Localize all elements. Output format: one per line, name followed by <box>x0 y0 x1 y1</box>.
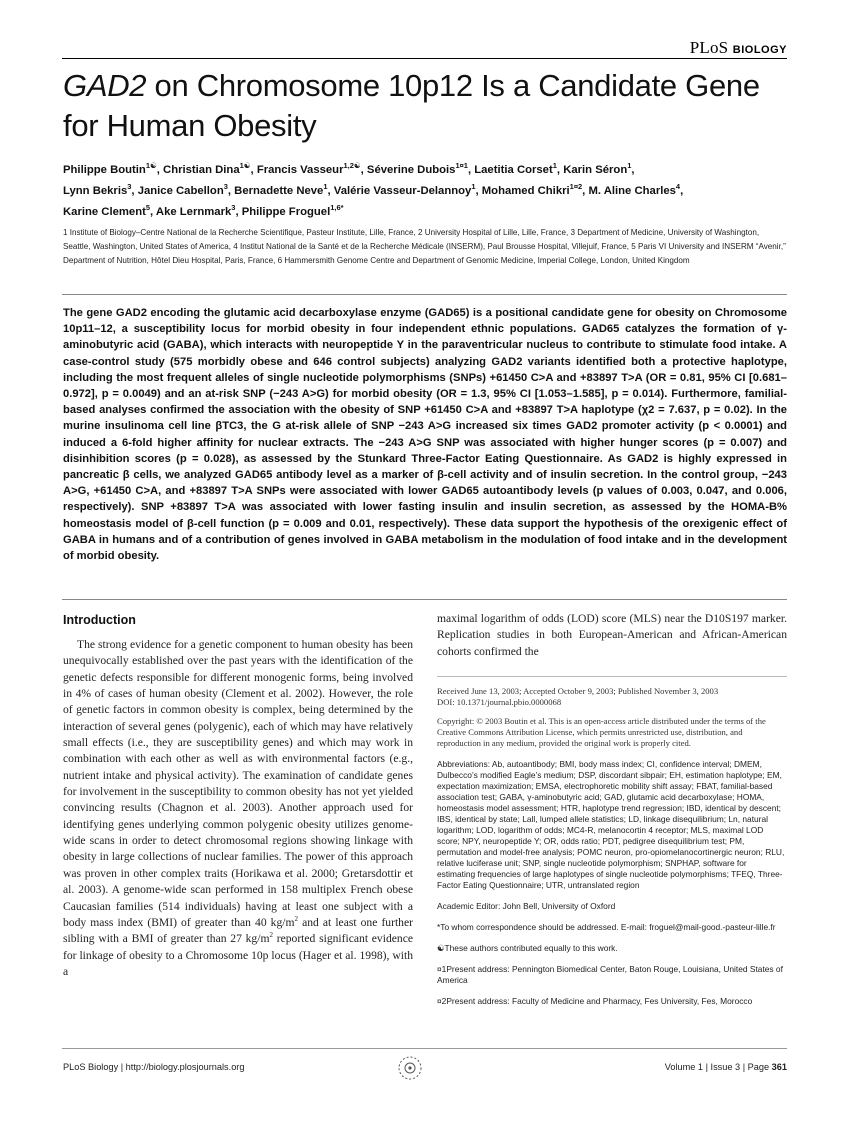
author <box>155 203 236 218</box>
author-affiliation-mark: 1 <box>471 182 476 191</box>
journal-name: PLoS <box>689 38 729 57</box>
author-name: Philippe Boutin <box>63 164 146 176</box>
author-name: Ake Lernmark <box>155 206 232 218</box>
intro-text-a: The strong evidence for a genetic component to human obesity has been unequivocally established over the past years with the identification of the genetic defects responsible for different monogenic forms, being involved in 4% of cases of human obesity (Clement et al. 2002). However, the role of genetic factors in common obesity is complex, being determined by the interaction of several genes (polygenic), each of which may have relatively small effects (i.e., they are susceptibility genes) and which may work in combination with each other as well as with environmental factors (e.g., nutrient intake and physical activity). The examination of candidate genes for involvement in the susceptibility to common obesity has not yet yielded convincing results (Chagnon et al. 2003). Another approach used for identifying genes underlying common polygenic obesity utilizes genome-wide scans in order to detect chromosomal regions showing linkage with obesity in large collections of nuclear families. The power of this approach was proven in other complex traits (Horikawa et al. 2000; Gretarsdottir et al. 2003). A genome-wide scan performed in 158 multiplex French obese Caucasian families (514 individuals) having at least one subject with a body mass index (BMI) of greater than 40 kg/m <box>63 638 414 929</box>
author-list: Philippe Boutin$^{1☯}$, Christian Dina$^{1☯}$, Francis Vasseur$^{1,2☯}$, Séverine Dubois$^{1¤1}$, Laetitia Corset$^1$, Karin Séron$^1$, Lynn Bekris$^3$, Janice Cabellon$^3$, Bernadette Neve$^1$, Valérie Vasseur-Delannoy$^1$, Mohamed Chikri$^{1¤2}$, M. Aline Charles$^4$, Karine Clement$^5$, Ake Lernmark$^3$, Philippe Froguel$^{1,6*}$ <box>63 161 684 218</box>
footer-page-info <box>665 1062 787 1072</box>
academic-editor: Academic Editor: John Bell, University of Oxford <box>437 901 616 911</box>
author-affiliation-mark: 1☯ <box>145 161 157 170</box>
page-number: 361 <box>771 1062 787 1072</box>
author-name: Karin Séron <box>563 164 628 176</box>
copyright: Copyright: © 2003 Boutin et al. This is an open-access article distributed under the terms of the Creative Commons Attribution License, which permits unrestricted use, distribution, and reproduction in any medium, provided the original work is properly cited. <box>437 716 766 748</box>
author-name: Séverine Dubois <box>366 164 456 176</box>
plos-logo-icon <box>396 1054 424 1082</box>
author-affiliation-mark: 1¤1 <box>455 161 468 170</box>
author-affiliation-mark: 4 <box>675 182 681 191</box>
intro-text-c: reported significant evidence for linkage of obesity to a Chromosome 10p locus (Hager et al. 1998), with a <box>63 932 413 978</box>
author <box>366 161 468 176</box>
intro-paragraph <box>63 637 413 980</box>
header-rule <box>62 58 787 59</box>
author-affiliation-mark: 1 <box>627 161 632 170</box>
author <box>241 203 344 218</box>
author-affiliation-mark: 1¤2 <box>569 182 583 191</box>
superscript-2: 2 <box>294 914 299 923</box>
author-name: Bernadette Neve <box>234 185 324 197</box>
author-affiliation-mark: 1,6* <box>330 203 344 212</box>
author <box>563 161 632 176</box>
abstract <box>63 305 787 564</box>
author-affiliation-mark: 1 <box>323 182 328 191</box>
section-heading-introduction: Introduction <box>63 613 136 627</box>
present-address-1: ¤1Present address: Pennington Biomedical Center, Baton Rouge, Louisiana, United States of America <box>437 964 783 985</box>
doi: DOI: 10.1371/journal.pbio.0000068 <box>437 697 562 707</box>
meta-rule <box>437 676 787 677</box>
author-name: Laetitia Corset <box>474 164 553 176</box>
author <box>256 161 361 176</box>
received-dates: Received June 13, 2003; Accepted October 9, 2003; Published November 3, 2003 <box>437 686 719 696</box>
author-name: Christian Dina <box>163 164 240 176</box>
abstract-bottom-rule <box>62 599 787 600</box>
author <box>588 182 681 197</box>
author-affiliation-mark: 3 <box>127 182 132 191</box>
author <box>474 161 557 176</box>
present-address-2: ¤2Present address: Faculty of Medicine and Pharmacy, Fes University, Fes, Morocco <box>437 996 753 1006</box>
abstract-text: The gene GAD2 encoding the glutamic acid decarboxylase enzyme (GAD65) is a positional candidate gene for obesity on Chromosome 10p11–12, a susceptibility locus for morbid obesity in four independent ethnic populations. GAD65 catalyzes the formation of γ-aminobutyric acid (GABA), which interacts with neuropeptide Y in the paraventricular nucleus to contribute to stimulate food intake. A case-control study (575 morbidly obese and 646 control subjects) analyzing GAD2 variants identified both a protective haplotype, including the most frequent alleles of single nucleotide polymorphisms (SNPs) +61450 C>A and +83897 T>A (OR = 0.81, 95% CI [0.681–0.972], p = 0.0049) and an at-risk SNP (−243 A>G) for morbid obesity (OR = 1.3, 95% CI [1.053–1.585], p = 0.014). Furthermore, familial-based analyses confirmed the association with the obesity of SNP +61450 C>A and +83897 T>A haplotype (χ2 = 7.637, p = 0.02). In the murine insulinoma cell line βTC3, the G at-risk allele of SNP −243 A>G increased six times GAD2 promoter activity (p < 0.0001) and induced a 6-fold higher affinity for nuclear extracts. The −243 A>G SNP was associated with higher hunger scores (p = 0.007) and disinhibition scores (p = 0.028), as assessed by the Stunkard Three-Factor Eating Questionnaire. As GAD2 is highly expressed in pancreatic β cells, we analyzed GAD65 antibody level as a marker of β-cell activity and of insulin secretion. In the control group, −243 A>G, +61450 C>A, and +83897 T>A SNPs were associated with lower GAD65 autoantibody levels (p values of 0.003, 0.047, and 0.006, respectively). SNP +83897 T>A was associated with lower fasting insulin and insulin secretion, as assessed by the HOMA-B% homeostasis model of β-cell function (p = 0.009 and 0.01, respectively). These data support the hypothesis of the orexigenic effect of GABA in humans and of a contribution of genes involved in GABA metabolism in the modulation of food intake and in the development of morbid obesity. <box>63 307 787 563</box>
author-name: Janice Cabellon <box>137 185 224 197</box>
author-name: Valérie Vasseur-Delannoy <box>333 185 472 197</box>
journal-name-small: BIOLOGY <box>732 44 787 56</box>
author-affiliation-mark: 5 <box>145 203 151 212</box>
author <box>63 182 132 197</box>
superscript-2: 2 <box>269 931 273 940</box>
author <box>234 182 328 197</box>
intro-continued: maximal logarithm of odds (LOD) score (MLS) near the D10S197 marker. Replication studies in both European-American and African-American cohorts confirmed the <box>437 612 787 658</box>
footer-rule <box>62 1048 787 1049</box>
right-column <box>437 611 787 660</box>
author-affiliation-mark: 1 <box>552 161 557 170</box>
affiliations: 1 Institute of Biology–Centre National de la Recherche Scientifique, Pasteur Institute, Lille, France, 2 University Hospital of Lille, Lille, France, 3 Department of Medicine, University of Washington, Seattle, Washington, United States of America, 4 Institut National de la Santé et de la Recherche Médicale (INSERM), Paul Brousse Hospital, Villejuif, France, 5 Paris VI University and INSERM “Avenir,” Department of Nutrition, Hôtel Dieu Hospital, Paris, France, 6 Hammersmith Genome Centre and Department of Genomic Medicine, Imperial College, London, United Kingdom <box>63 228 786 265</box>
correspondence: *To whom correspondence should be addressed. E-mail: froguel@mail-good.-pasteur-lille.fr <box>437 922 776 932</box>
author <box>63 161 157 176</box>
article-title <box>63 66 803 146</box>
author <box>63 203 151 218</box>
author-name: Lynn Bekris <box>63 185 128 197</box>
title-gene: GAD2 <box>63 68 147 103</box>
author-name: M. Aline Charles <box>588 185 676 197</box>
author-affiliation-mark: 1☯ <box>239 161 251 170</box>
journal-header <box>690 38 787 58</box>
abstract-top-rule <box>62 294 787 295</box>
footer-volume-issue: Volume 1 | Issue 3 | Page <box>664 1062 772 1072</box>
author-name: Francis Vasseur <box>256 164 344 176</box>
article-metadata <box>437 686 787 1007</box>
title-rest: on Chromosome 10p12 Is a Candidate Gene for Human Obesity <box>63 68 760 143</box>
intro-text-b: and at least one further sibling with a BMI of greater than 27 kg/m <box>63 915 413 946</box>
author-name: Karine Clement <box>63 206 146 218</box>
abbreviations: Abbreviations: Ab, autoantibody; BMI, body mass index; CI, confidence interval; DMEM, Dulbecco’s modified Eagle’s medium; DSP, discordant sibpair; EH, estimation haplotype; EM, expectation maximization; EMSA, electrophoretic mobility shift assay; FBAT, familial-based association test; GABA, γ-aminobutyric acid; GAD, glutamic acid decarboxylase; HOMA, homeostasis model assessment; HTR, haplotype trend regression; IBD, identical by descent; IBS, identical by state; Lall, lumped allele statistics; LD, linkage disequilibrium; Ln, natural logarithm; LOD, logarithm of odds; MC4-R, melanocortin 4 receptor; MLS, maximal LOD score; NPY, neuropeptide Y; OR, odds ratio; PDT, pedigree disequilibrium test; PM, permutation and model-free analysis; POMC neuron, pro-opiomelanocortinergic neuron; RLU, relative luciferase unit; SNP, single nucleotide polymorphism; SNPHAP, software for estimating frequencies of large haplotypes of single nucleotide polymorphisms; TFEQ, Three-Factor Eating Questionnaire; UTR, untranslated region <box>437 759 785 890</box>
author-affiliation-mark: 3 <box>231 203 236 212</box>
author <box>163 161 251 176</box>
author-name: Mohamed Chikri <box>481 185 570 197</box>
equal-contribution: ☯These authors contributed equally to this work. <box>437 943 618 953</box>
footer-journal-url: PLoS Biology | http://biology.plosjournals.org <box>63 1062 245 1072</box>
author-name: Philippe Froguel <box>241 206 331 218</box>
author-affiliation-mark: 3 <box>223 182 228 191</box>
author <box>137 182 228 197</box>
left-column <box>63 613 413 980</box>
author-affiliation-mark: 1,2☯ <box>343 161 361 170</box>
author <box>333 182 476 197</box>
author <box>481 182 583 197</box>
